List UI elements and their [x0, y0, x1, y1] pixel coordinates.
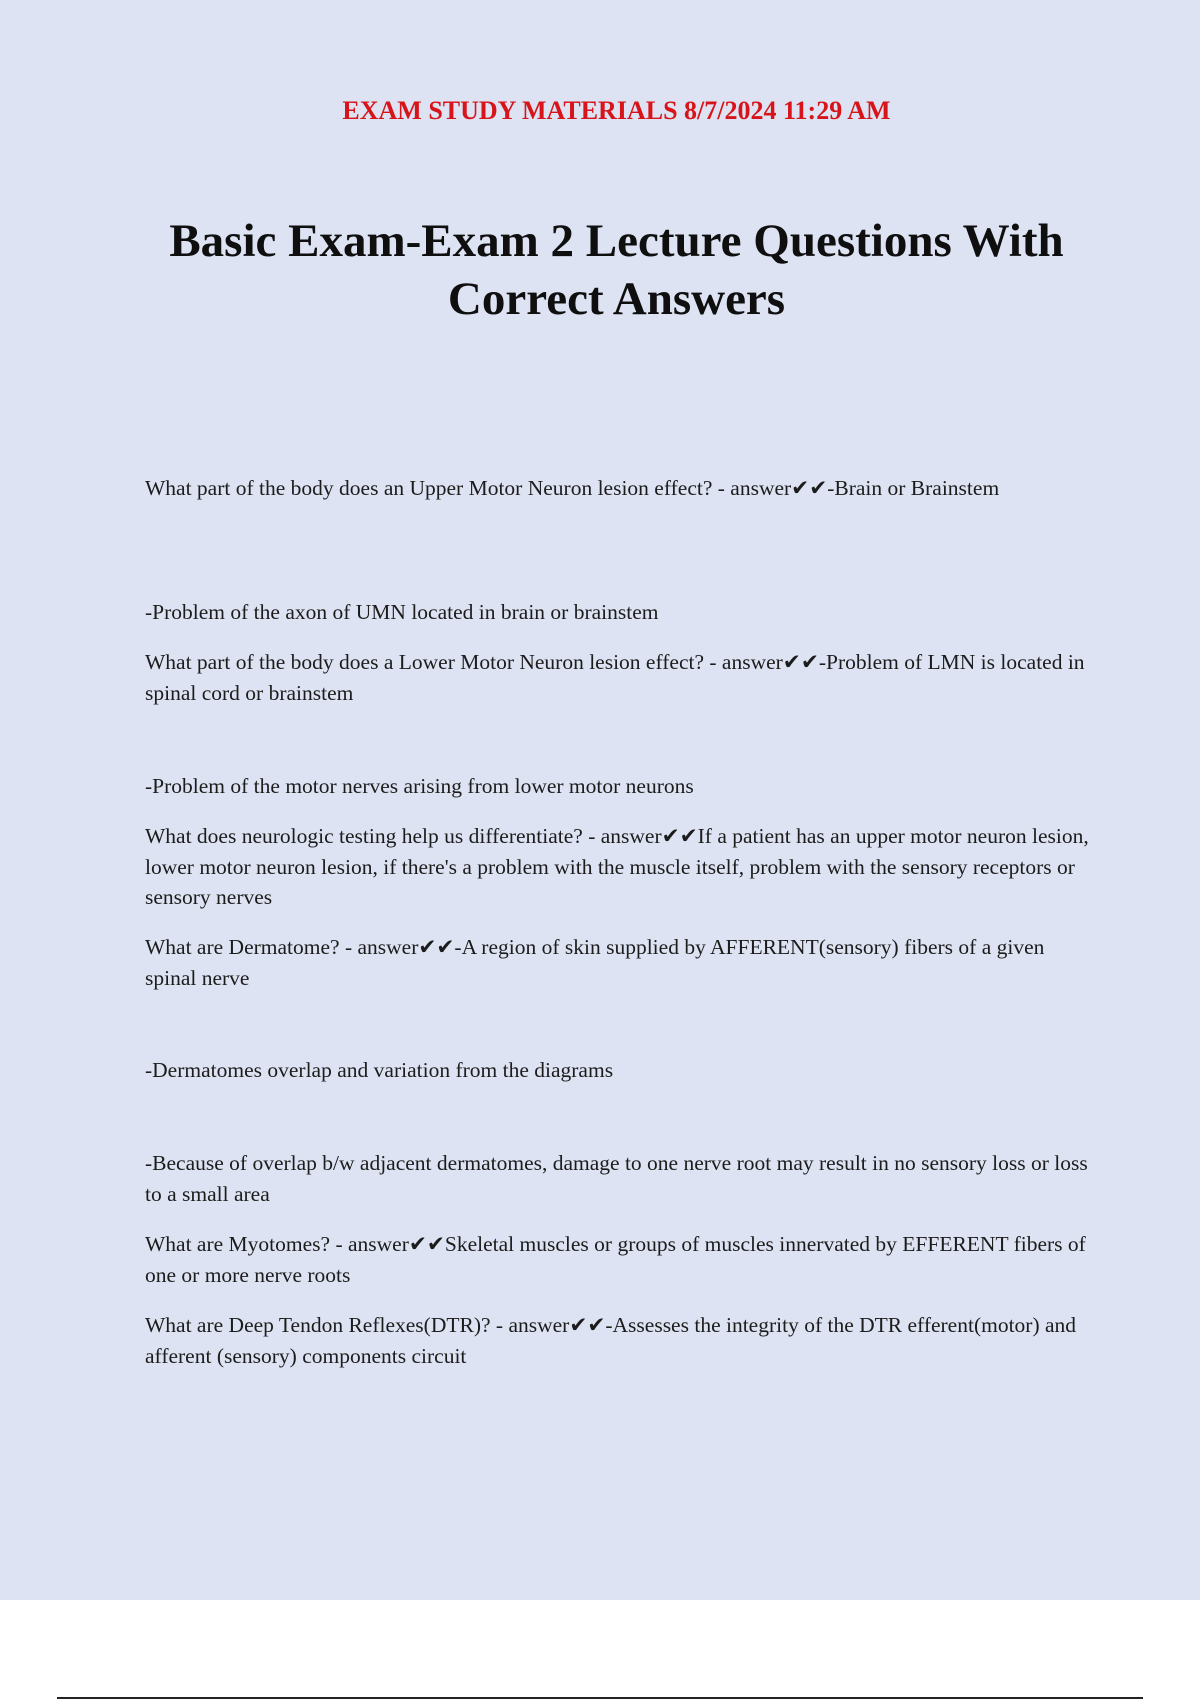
- qa-block-deep-tendon-reflexes: What are Deep Tendon Reflexes(DTR)? - answer✔✔-Assesses the integrity of the DTR efferent(motor) and afferent (sensory) components circuit: [145, 1313, 1077, 1368]
- qa-block-lower-motor-neuron: What part of the body does a Lower Motor Neuron lesion effect? - answer✔✔-Problem of LMN is located in spinal cord or brainstem: [145, 650, 1085, 705]
- note-motor-nerves: -Problem of the motor nerves arising from lower motor neurons: [145, 774, 694, 798]
- qa-block-upper-motor-neuron: What part of the body does an Upper Motor Neuron lesion effect? - answer✔✔-Brain or Brainstem: [145, 476, 1000, 500]
- note-dermatome-overlap: -Dermatomes overlap and variation from the diagrams: [145, 1058, 614, 1082]
- qa-block-dermatome: What are Dermatome? - answer✔✔-A region of skin supplied by AFFERENT(sensory) fibers of a given spinal nerve: [145, 935, 1045, 990]
- header-stamp: EXAM STUDY MATERIALS 8/7/2024 11:29 AM: [342, 96, 891, 125]
- document-title: Basic Exam-Exam 2 Lecture Questions With Correct Answers: [169, 215, 1064, 325]
- qa-block-myotomes: What are Myotomes? - answer✔✔Skeletal muscles or groups of muscles innervated by EFFERENT fibers of one or more nerve roots: [145, 1232, 1086, 1287]
- note-adjacent-dermatomes: -Because of overlap b/w adjacent dermatomes, damage to one nerve root may result in no sensory loss or loss to a small area: [145, 1151, 1088, 1206]
- note-umn-axon: -Problem of the axon of UMN located in brain or brainstem: [145, 600, 659, 624]
- footer-rule: [57, 1697, 1143, 1699]
- qa-block-neurologic-testing: What does neurologic testing help us differentiate? - answer✔✔If a patient has an upper motor neuron lesion, lower motor neuron lesion, if there's a problem with the muscle itself, problem with the sensory receptors or sensory nerves: [145, 824, 1089, 909]
